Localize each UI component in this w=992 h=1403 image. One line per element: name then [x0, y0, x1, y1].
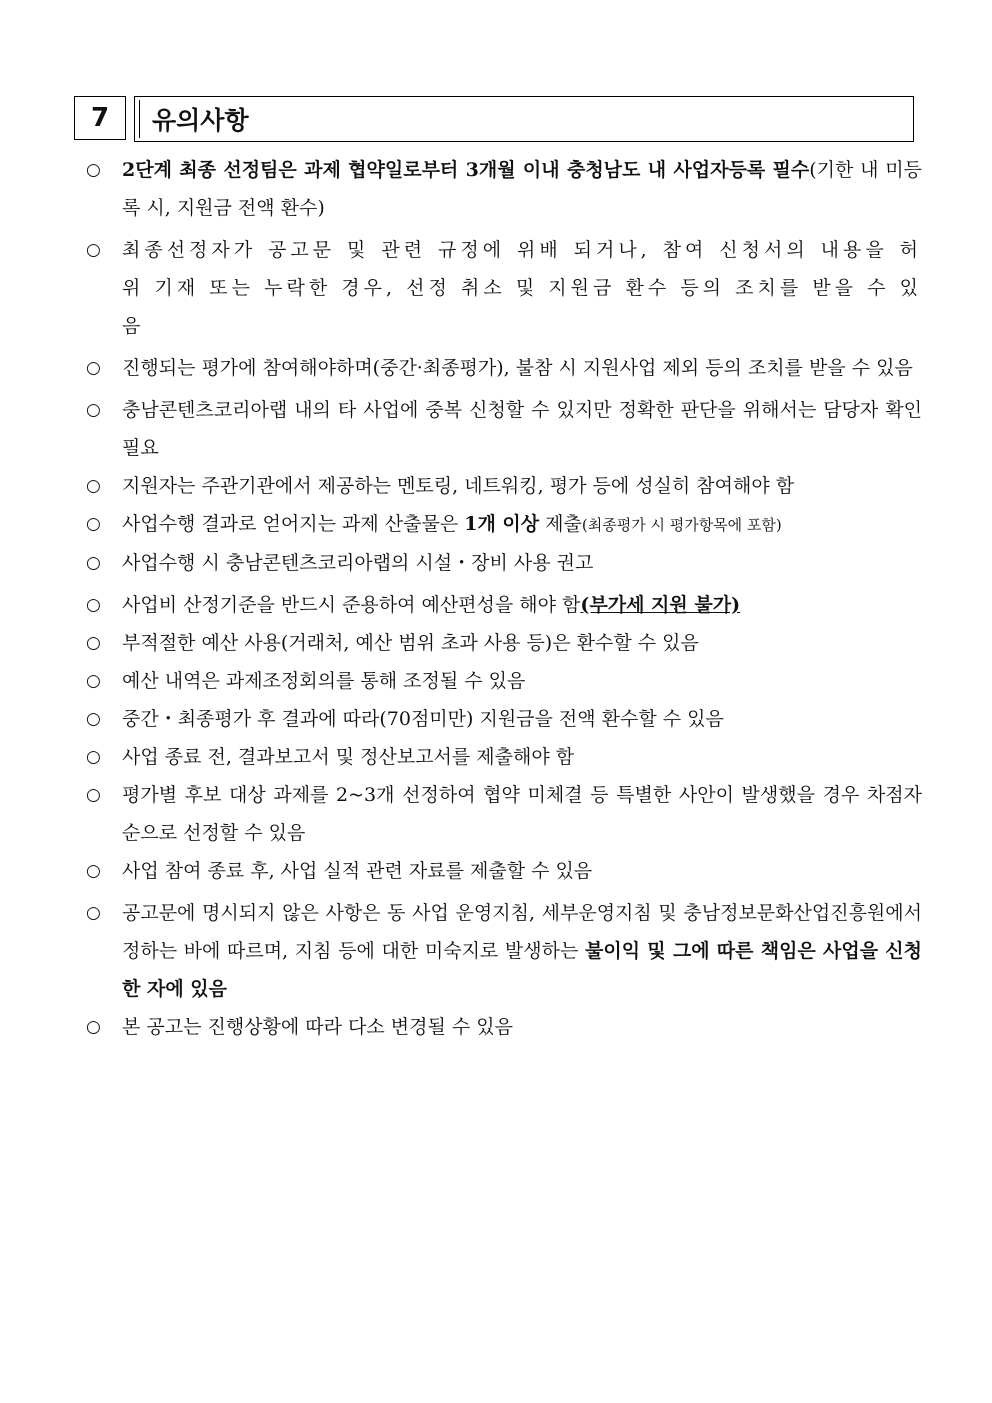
list-item — [86, 662, 922, 700]
section-number: 7 — [74, 96, 126, 140]
item-text: 중간・최종평가 후 결과에 따라(70점미만) 지원금을 전액 환수할 수 있음 — [122, 708, 724, 730]
item-text: (기한 내 미등록 시, 지원금 전액 환수) — [122, 159, 922, 219]
bullet-icon: ○ — [86, 903, 101, 923]
list-item — [86, 467, 922, 505]
item-text: 평가별 후보 대상 과제를 2~3개 선정하여 협약 미체결 등 특별한 사안이 발생했을 경우 차점자 순으로 선정할 수 있음 — [122, 784, 922, 844]
item-text: 사업수행 시 충남콘텐츠코리아랩의 시설・장비 사용 권고 — [122, 552, 594, 574]
bullet-icon: ○ — [86, 514, 101, 534]
bullet-icon: ○ — [86, 595, 101, 615]
item-text: 사업비 산정기준을 반드시 준용하여 예산편성을 해야 함 — [122, 594, 581, 616]
item-text: 부적절한 예산 사용(거래처, 예산 범위 초과 사용 등)은 환수할 수 있음 — [122, 632, 699, 654]
item-bold-text: 불이익 및 그에 따른 책임은 사업을 신청한 자에 있음 — [122, 940, 922, 1000]
section-title-box — [134, 96, 914, 142]
bullet-icon: ○ — [86, 240, 105, 260]
list-item — [86, 586, 922, 624]
list-item — [86, 738, 922, 776]
item-text: 진행되는 평가에 참여해야하며(중간·최종평가), 불참 시 지원사업 제외 등의 조치를 받을 수 있음 — [122, 357, 913, 379]
bullet-icon: ○ — [86, 400, 101, 420]
bullet-icon: ○ — [86, 633, 101, 653]
list-item — [86, 894, 922, 1008]
notice-list — [86, 151, 922, 1046]
bullet-icon: ○ — [86, 709, 101, 729]
item-text: 사업 종료 전, 결과보고서 및 정산보고서를 제출해야 함 — [122, 746, 575, 768]
bullet-icon: ○ — [86, 671, 101, 691]
list-item — [86, 349, 922, 387]
item-text: 예산 내역은 과제조정회의를 통해 조정될 수 있음 — [122, 670, 526, 692]
list-item — [86, 700, 922, 738]
item-text: 공고문에 명시되지 않은 사항은 동 사업 운영지침, 세부운영지침 및 충남정보문화산업진흥원에서 정하는 바에 따르며, 지침 등에 대한 미숙지로 발생하는 — [122, 902, 922, 962]
item-bold-text: (부가세 지원 불가) — [580, 594, 741, 616]
item-text: 지원자는 주관기관에서 제공하는 멘토링, 네트워킹, 평가 등에 성실히 참여해야 함 — [122, 475, 795, 497]
section-title: 유의사항 — [139, 100, 909, 138]
bullet-icon: ○ — [86, 358, 101, 378]
list-item — [86, 624, 922, 662]
list-item — [86, 151, 922, 227]
item-text: 사업수행 결과로 얻어지는 과제 산출물은 — [122, 513, 465, 535]
item-small-text: (최종평가 시 평가항목에 포함) — [581, 516, 782, 534]
list-item — [86, 852, 922, 890]
list-item — [86, 776, 922, 852]
bullet-icon: ○ — [86, 747, 101, 767]
item-text: 제출 — [539, 513, 582, 535]
bullet-icon: ○ — [86, 476, 101, 496]
list-item — [86, 505, 922, 544]
item-text: 본 공고는 진행상황에 따라 다소 변경될 수 있음 — [122, 1016, 514, 1038]
bullet-icon: ○ — [86, 553, 101, 573]
list-item — [86, 231, 922, 345]
list-item — [86, 391, 922, 467]
list-item — [86, 1008, 922, 1046]
bullet-icon: ○ — [86, 160, 101, 180]
bullet-icon: ○ — [86, 861, 101, 881]
item-text: 최종선정자가 공고문 및 관련 규정에 위배 되거나, 참여 신청서의 내용을 허위 기재 또는 누락한 경우, 선정 취소 및 지원금 환수 등의 조치를 받을 수 있음 — [122, 239, 922, 337]
item-text: 충남콘텐츠코리아랩 내의 타 사업에 중복 신청할 수 있지만 정확한 판단을 위해서는 담당자 확인 필요 — [122, 399, 922, 459]
item-bold-text: 1개 이상 — [464, 513, 540, 535]
bullet-icon: ○ — [86, 1017, 101, 1037]
list-item — [86, 544, 922, 582]
item-bold-text: 2단계 최종 선정팀은 과제 협약일로부터 3개월 이내 충청남도 내 사업자등록 필수 — [122, 159, 810, 181]
item-text: 사업 참여 종료 후, 사업 실적 관련 자료를 제출할 수 있음 — [122, 860, 593, 882]
bullet-icon: ○ — [86, 785, 101, 805]
